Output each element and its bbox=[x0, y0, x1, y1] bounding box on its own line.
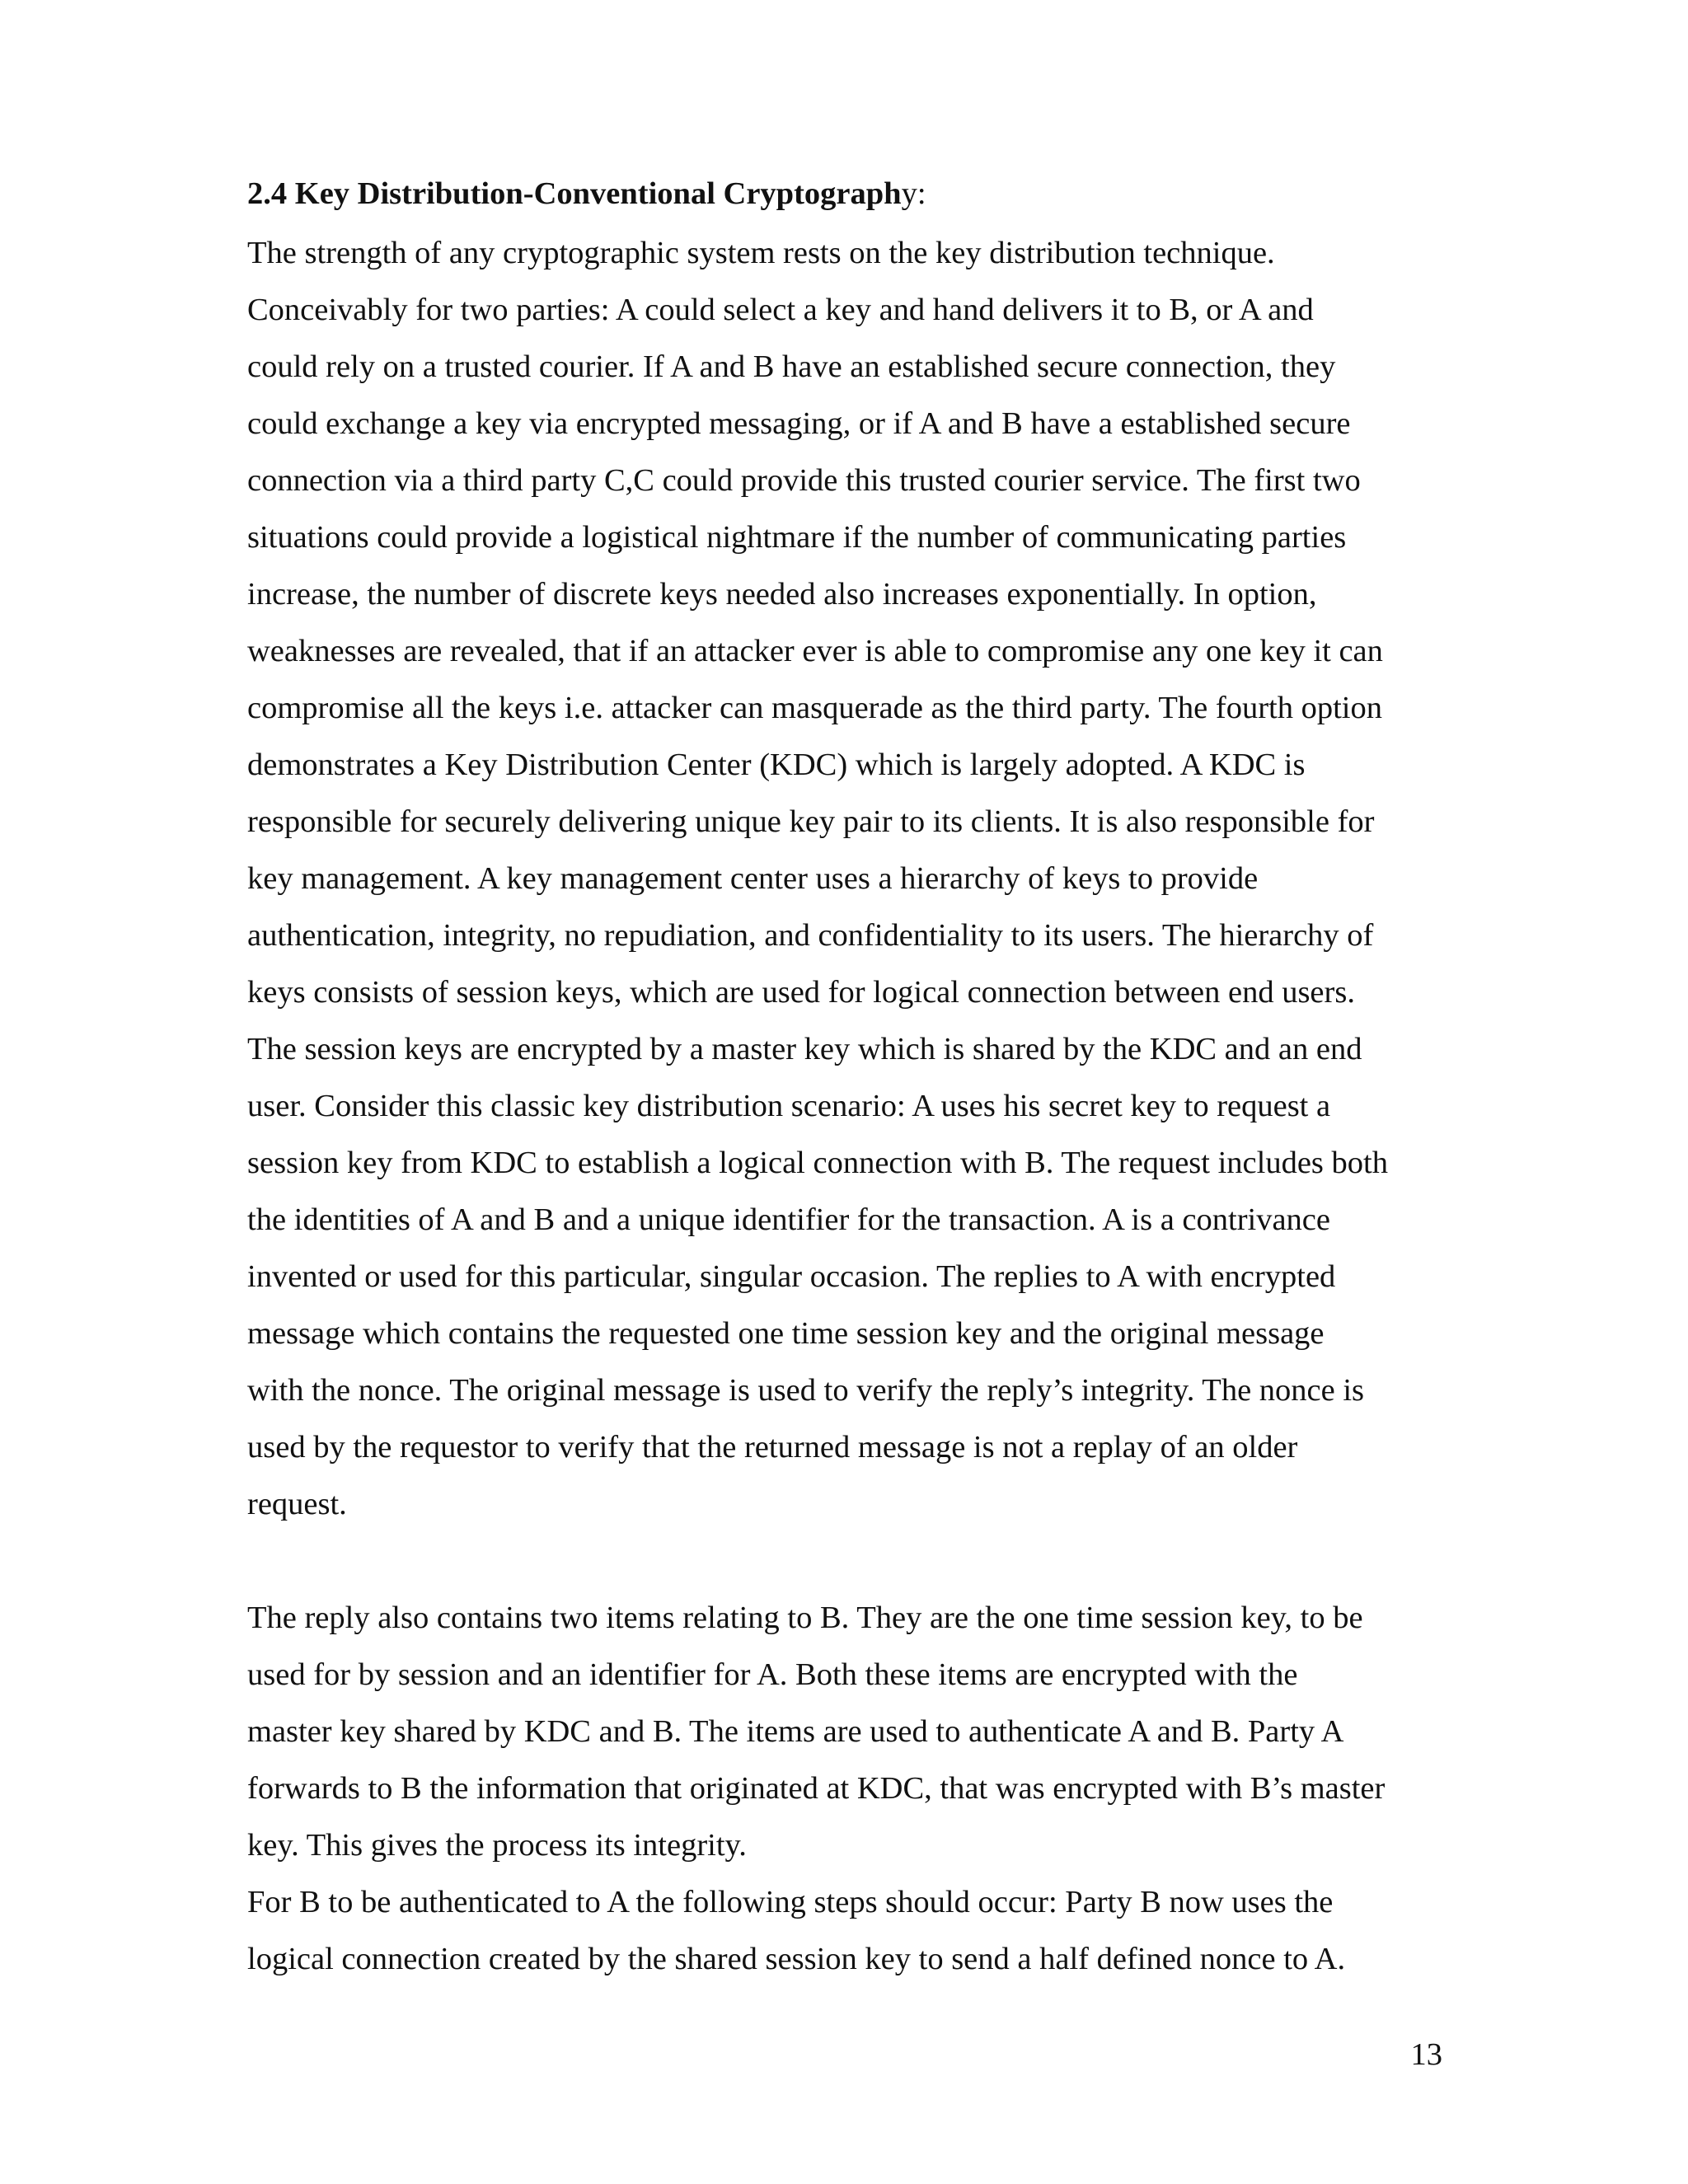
text-line: responsible for securely delivering unique key pair to its clients. It is also responsible for bbox=[247, 804, 1375, 839]
text-line: message which contains the requested one time session key and the original message bbox=[247, 1316, 1325, 1351]
text-line: could exchange a key via encrypted messaging, or if A and B have a established secure bbox=[247, 406, 1351, 441]
section-heading-bold: 2.4 Key Distribution-Conventional Cryptograph bbox=[247, 176, 902, 211]
text-line: weaknesses are revealed, that if an attacker ever is able to compromise any one key it can bbox=[247, 634, 1383, 668]
text-line: The session keys are encrypted by a master key which is shared by the KDC and an end bbox=[247, 1032, 1362, 1066]
text-line: session key from KDC to establish a logical connection with B. The request includes both bbox=[247, 1146, 1388, 1180]
paragraph-spacer bbox=[247, 1533, 1442, 1590]
text-line: forwards to B the information that originated at KDC, that was encrypted with B’s master bbox=[247, 1771, 1386, 1806]
paragraph-1 bbox=[247, 225, 1442, 1533]
text-line: increase, the number of discrete keys needed also increases exponentially. In option, bbox=[247, 577, 1317, 612]
text-line: with the nonce. The original message is used to verify the reply’s integrity. The nonce is bbox=[247, 1373, 1365, 1408]
text-line: the identities of A and B and a unique identifier for the transaction. A is a contrivance bbox=[247, 1202, 1330, 1237]
text-line: master key shared by KDC and B. The items are used to authenticate A and B. Party A bbox=[247, 1714, 1344, 1749]
text-line: Conceivably for two parties: A could select a key and hand delivers it to B, or A and bbox=[247, 293, 1314, 327]
text-line: used for by session and an identifier for A. Both these items are encrypted with the bbox=[247, 1657, 1298, 1692]
text-line: For B to be authenticated to A the following steps should occur: Party B now uses the bbox=[247, 1885, 1334, 1919]
text-line: user. Consider this classic key distribution scenario: A uses his secret key to request a bbox=[247, 1089, 1331, 1123]
text-line: The strength of any cryptographic system rests on the key distribution technique. bbox=[247, 236, 1275, 270]
text-line: key. This gives the process its integrity. bbox=[247, 1828, 747, 1863]
paragraph-2 bbox=[247, 1590, 1442, 1988]
section-heading bbox=[247, 169, 1442, 218]
text-line: authentication, integrity, no repudiation, and confidentiality to its users. The hierarchy of bbox=[247, 918, 1374, 953]
text-line: demonstrates a Key Distribution Center (KDC) which is largely adopted. A KDC is bbox=[247, 748, 1306, 782]
text-line: used by the requestor to verify that the returned message is not a replay of an older bbox=[247, 1430, 1298, 1465]
page-number: 13 bbox=[1410, 2037, 1442, 2072]
text-line: invented or used for this particular, singular occasion. The replies to A with encrypted bbox=[247, 1259, 1336, 1294]
text-line: compromise all the keys i.e. attacker can masquerade as the third party. The fourth option bbox=[247, 691, 1382, 725]
page-content bbox=[247, 169, 1442, 1988]
section-heading-rest: y: bbox=[901, 176, 926, 211]
text-line: keys consists of session keys, which are used for logical connection between end users. bbox=[247, 975, 1355, 1010]
text-line: request. bbox=[247, 1487, 347, 1521]
text-line: key management. A key management center uses a hierarchy of keys to provide bbox=[247, 861, 1259, 896]
text-line: situations could provide a logistical nightmare if the number of communicating parties bbox=[247, 520, 1347, 555]
text-line: could rely on a trusted courier. If A and B have an established secure connection, they bbox=[247, 349, 1336, 384]
text-line: The reply also contains two items relating to B. They are the one time session key, to be bbox=[247, 1601, 1363, 1635]
text-line: connection via a third party C,C could provide this trusted courier service. The first two bbox=[247, 463, 1361, 498]
text-line: logical connection created by the shared session key to send a half defined nonce to A. bbox=[247, 1942, 1346, 1976]
